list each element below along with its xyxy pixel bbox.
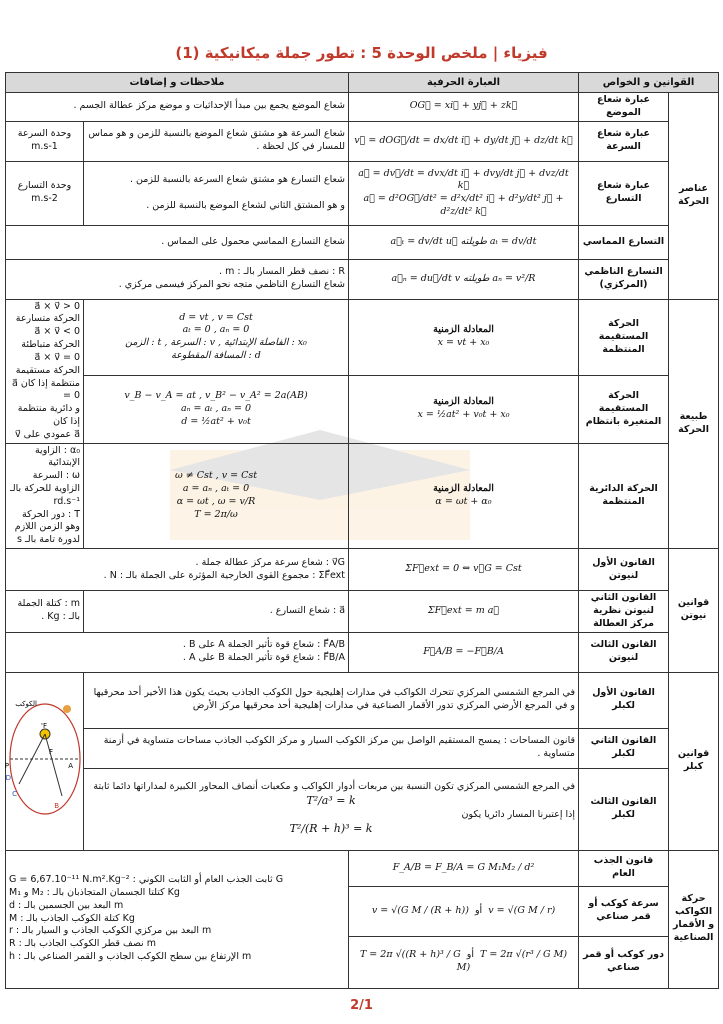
- circular-note: ω : السرعة الزاوية للحركة بالـ rd.s⁻¹: [9, 470, 81, 507]
- newton2-expr: ΣF⃗ext = m a⃗: [349, 591, 579, 632]
- nature-note: منتظمة إذا كان a⃗ = 0: [12, 377, 81, 402]
- period-name: دور كوكب أو قمر صناعي: [579, 936, 669, 988]
- circular-eq-label: المعادلة الزمنية: [433, 483, 494, 494]
- period-expr1: T = 2π √(r³ / G M): [480, 949, 568, 961]
- uniform-accel-eq: x = ½at² + v₀t + x₀: [417, 409, 510, 421]
- page-title: فيزياء | ملخص الوحدة 5 : تطور جملة ميكانيكية (1): [175, 44, 548, 62]
- newton3-notes: [6, 632, 349, 672]
- table-row: [6, 259, 719, 299]
- table-row: [6, 632, 719, 672]
- circular-note: α₀ : الزاوية الإبتدائية: [34, 444, 81, 469]
- speed-name: سرعة كوكب أو قمر صناعي: [579, 886, 669, 936]
- velocity-unit-label: وحدة السرعة: [17, 128, 72, 140]
- velocity-expr: v⃗ = dOG⃗/dt = dx/dt i⃗ + dy/dt j⃗ + dz/dt k⃗: [349, 121, 579, 161]
- position-note: شعاع الموضع يجمع بين مبدأ الإحداثيات و موضع مركز عطالة الجسم .: [6, 93, 349, 122]
- table-row: [6, 225, 719, 259]
- gravity-note: M : كتلة الكوكب الجاذب بالـ Kg: [9, 912, 135, 924]
- velocity-name: عبارة شعاع السرعة: [579, 121, 669, 161]
- newton1-notes: [6, 549, 349, 591]
- point-a: A: [68, 761, 74, 770]
- kepler1-text: في المرجع الشمسي المركزي تتحرك الكواكب في مدارات إهليجية حول الكوكب الجاذب بحيث يكون هذا الأخير أحد محرقيها و في المرجع الأرضي المركزي تدور الأقمار الصناعية في مدارات إهليجية أحد محرقيها مركز الأرض: [84, 672, 579, 728]
- gravity-note: M₁ و M₂ : كتلتا الجسمان المتجاذبان بالـ Kg: [9, 886, 180, 898]
- speed-or: أو: [474, 904, 483, 916]
- category-newton: قوانين نيوتن: [669, 549, 719, 672]
- period-or: أو: [466, 949, 474, 961]
- velocity-note: شعاع السرعة هو مشتق شعاع الموضع بالنسبة للزمن و هو مماس للمسار في كل لحظة .: [84, 121, 349, 161]
- acceleration-unit-cell: [6, 161, 84, 225]
- velocity-unit: m.s-1: [31, 141, 58, 153]
- kepler3-eq1: T²/a³ = k: [306, 794, 356, 808]
- circular-eq-cell: [349, 443, 579, 549]
- acceleration-name: عبارة شعاع التسارع: [579, 161, 669, 225]
- acceleration-expr-cell: [349, 161, 579, 225]
- uniform-details: d = vt , v = Cst aₜ = 0 , aₙ = 0 x₀ : الفاصلة الإبتدائية , v : السرعة , t : الزمن d : المسافة المقطوعة: [84, 299, 349, 375]
- tangential-note: شعاع التسارع المماسي محمول على المماس .: [6, 225, 349, 259]
- acceleration-expr2: a⃗ = d²OG⃗/dt² = d²x/dt² i⃗ + d²y/dt² j⃗ + d²z/dt² k⃗: [363, 193, 564, 217]
- orbit-diagram: [4, 684, 83, 834]
- kepler1-name: القانون الأول لكبلر: [579, 672, 669, 728]
- table-row: [6, 443, 719, 549]
- orbit-diagram-cell: [6, 672, 84, 850]
- kepler3-eq2: T²/(R + h)³ = k: [289, 821, 373, 835]
- page-number: 2/1: [350, 998, 373, 1013]
- newton3-note1: F⃗A/B : شعاع قوة تأثير الجملة A على B .: [182, 639, 346, 651]
- table-row: [6, 768, 719, 850]
- table-row: [6, 591, 719, 632]
- uniform-accel-eq-cell: [349, 375, 579, 443]
- newton1-name: القانون الأول لنيوتن: [579, 549, 669, 591]
- newton3-expr: F⃗A/B = −F⃗B/A: [349, 632, 579, 672]
- table-row: [6, 850, 719, 886]
- table-row: [6, 121, 719, 161]
- nature-note: a⃗ عمودي على v⃗: [15, 428, 81, 440]
- category-motion-nature: طبيعة الحركة: [669, 299, 719, 548]
- circular-name: الحركة الدائرية المنتظمة: [579, 443, 669, 549]
- summary-table: [5, 72, 719, 989]
- kepler3-name: القانون الثالث لكبلر: [579, 768, 669, 850]
- newton2-note-m: m : كتلة الجملة بالـ : Kg .: [6, 591, 84, 632]
- point-c: C: [12, 789, 18, 798]
- radius-line: [45, 734, 62, 796]
- circular-details: ω ≠ Cst , v = Cst a = aₙ , aₜ = 0 α = ωt , ω = v/R T = 2π/ω: [84, 443, 349, 549]
- position-name: عبارة شعاع الموضع: [579, 93, 669, 122]
- gravity-note: r : البعد بين مركزي الكوكب الجاذب و السيار بالـ m: [9, 925, 212, 937]
- position-expr: OG⃗ = xi⃗ + yj⃗ + zk⃗: [349, 93, 579, 122]
- normal-name: التسارع الناظمي (المركزي): [579, 259, 669, 299]
- table-row: [6, 375, 719, 443]
- planet-icon: [63, 705, 71, 713]
- acceleration-unit-label: وحدة التسارع: [17, 180, 72, 192]
- uniform-eq-cell: [349, 299, 579, 375]
- acceleration-expr1: a⃗ = dv⃗/dt = dvx/dt i⃗ + dvy/dt j⃗ + dvz/dt k⃗: [358, 167, 569, 192]
- table-row: [6, 728, 719, 768]
- point-p: P: [4, 761, 10, 770]
- point-f: F: [48, 747, 54, 756]
- point-b: B: [54, 801, 60, 810]
- newton3-note2: F⃗B/A : شعاع قوة تأثير الجملة B على A .: [182, 652, 346, 663]
- nature-note: a⃗ × v⃗ < 0 الحركة متباطئة: [21, 326, 81, 351]
- uniform-eq: x = vt + x₀: [437, 337, 490, 349]
- point-f-prime: F': [41, 721, 48, 730]
- gravity-note: G = 6,67.10⁻¹¹ N.m².Kg⁻² : ثابت الجذب العام أو الثابت الكوني G: [9, 874, 284, 886]
- kepler3-text2: إذا إعتبرنا المسار دائريا يكون: [461, 809, 576, 820]
- velocity-unit-cell: [6, 121, 84, 161]
- nature-note: و دائرية منتظمة إذا كان: [17, 403, 81, 427]
- table-row: [6, 161, 719, 225]
- header-laws: القوانين و الخواص: [579, 73, 719, 93]
- kepler2-text: قانون المساحات : يمسح المستقيم الواصل بين مركز الكوكب السيار و مركز الكوكب الجاذب مساحات متساوية في أزمنة متساوية .: [84, 728, 579, 768]
- uniform-accel-details: v_B − v_A = at , v_B² − v_A² = 2a(AB) aₙ = aₜ , aₙ = 0 d = ½at² + v₀t: [84, 375, 349, 443]
- speed-expr-cell: [349, 886, 579, 936]
- newton1-note1: v⃗G : شعاع سرعة مركز عطالة جملة .: [195, 556, 346, 568]
- kepler3-text1: في المرجع الشمسي المركزي تكون النسبة بين مربعات أدوار الكواكب و مكعبات أنصاف المحاور الكبيرة لمداراتها دائما ثابتة: [93, 781, 576, 793]
- period-expr-cell: [349, 936, 579, 988]
- period-expr2: T = 2π √((R + h)³ / G M): [359, 949, 471, 973]
- newton1-note2: ΣF⃗ext : مجموع القوى الخارجية المؤثرة على الجملة بالـ : N .: [103, 569, 346, 581]
- newton2-name: القانون الثاني لنيوتن نظرية مركز العطالة: [579, 591, 669, 632]
- normal-expr: aₙ = v²/R طويلته a⃗ₙ = du⃗/dt v: [349, 259, 579, 299]
- nature-note: a⃗ × v⃗ = 0 الحركة مستقيمة: [15, 351, 81, 376]
- header-notes: ملاحظات و إضافات: [6, 73, 349, 93]
- table-row: [6, 672, 719, 728]
- table-row: [6, 299, 719, 375]
- gravity-notes-cell: [6, 850, 349, 988]
- table-row: [6, 549, 719, 591]
- acceleration-note-cell: [84, 161, 349, 225]
- speed-expr2: v = √(G M / (R + h)): [371, 904, 469, 916]
- acceleration-note2: و هو المشتق الثاني لشعاع الموضع بالنسبة للزمن .: [146, 199, 346, 211]
- nature-notes-cell: [6, 299, 84, 443]
- normal-note1: R : نصف قطر المسار بالـ : m .: [219, 266, 346, 278]
- table-row: [6, 93, 719, 122]
- uniform-eq-label: المعادلة الزمنية: [433, 324, 494, 336]
- uniform-accel-name: الحركة المستقيمة المتغيرة بانتظام: [579, 375, 669, 443]
- gravity-note: h : الإرتفاع بين سطح الكوكب الجاذب و القمر الصناعي بالـ m: [9, 951, 252, 963]
- normal-note2: شعاع التسارع الناظمي متجه نحو المركز فيسمى مركزي .: [118, 279, 346, 291]
- kepler2-name: القانون الثاني لكبلر: [579, 728, 669, 768]
- acceleration-note1: شعاع التسارع هو مشتق شعاع السرعة بالنسبة للزمن .: [129, 173, 346, 185]
- uniform-name: الحركة المستقيمة المنتظمة: [579, 299, 669, 375]
- circular-eq: α = ωt + α₀: [435, 495, 492, 507]
- tangential-name: التسارع المماسي: [579, 225, 669, 259]
- gravity-name: قانون الجذب العام: [579, 850, 669, 886]
- planet-label: الكوكب: [15, 699, 38, 708]
- category-kepler: قوانين كبلر: [669, 672, 719, 850]
- point-d: D: [5, 773, 12, 782]
- acceleration-unit: m.s-2: [31, 193, 58, 205]
- circular-notes-cell: [6, 443, 84, 549]
- newton2-note-a: a⃗ : شعاع التسارع .: [84, 591, 349, 632]
- gravity-note: d : البعد بين الجسمين بالـ m: [9, 899, 124, 911]
- uniform-accel-eq-label: المعادلة الزمنية: [433, 396, 494, 408]
- gravity-expr: F_A/B = F_B/A = G M₁M₂ / d²: [349, 850, 579, 886]
- normal-note-cell: [6, 259, 349, 299]
- newton3-name: القانون الثالث لنيوتن: [579, 632, 669, 672]
- tangential-expr: aₜ = dv/dt طويلته a⃗ₜ = dv/dt u⃗: [349, 225, 579, 259]
- nature-note: a⃗ × v⃗ > 0 الحركة متسارعة: [15, 300, 81, 325]
- circular-note: T : دور الحركة وهو الزمن اللازم لدورة تامة بالـ s: [14, 508, 81, 546]
- header-expression: العبارة الحرفية: [349, 73, 579, 93]
- kepler3-cell: [84, 768, 579, 850]
- newton1-expr: ΣF⃗ext = 0 ⇔ v⃗G = Cst: [349, 549, 579, 591]
- category-motion-elements: عناصر الحركة: [669, 93, 719, 300]
- gravity-note: R : نصف قطر الكوكب الجاذب بالـ m: [9, 938, 156, 950]
- table-header: [6, 73, 719, 93]
- category-planets: حركة الكواكب و الأقمار الصناعية: [669, 850, 719, 988]
- speed-expr1: v = √(G M / r): [488, 904, 556, 916]
